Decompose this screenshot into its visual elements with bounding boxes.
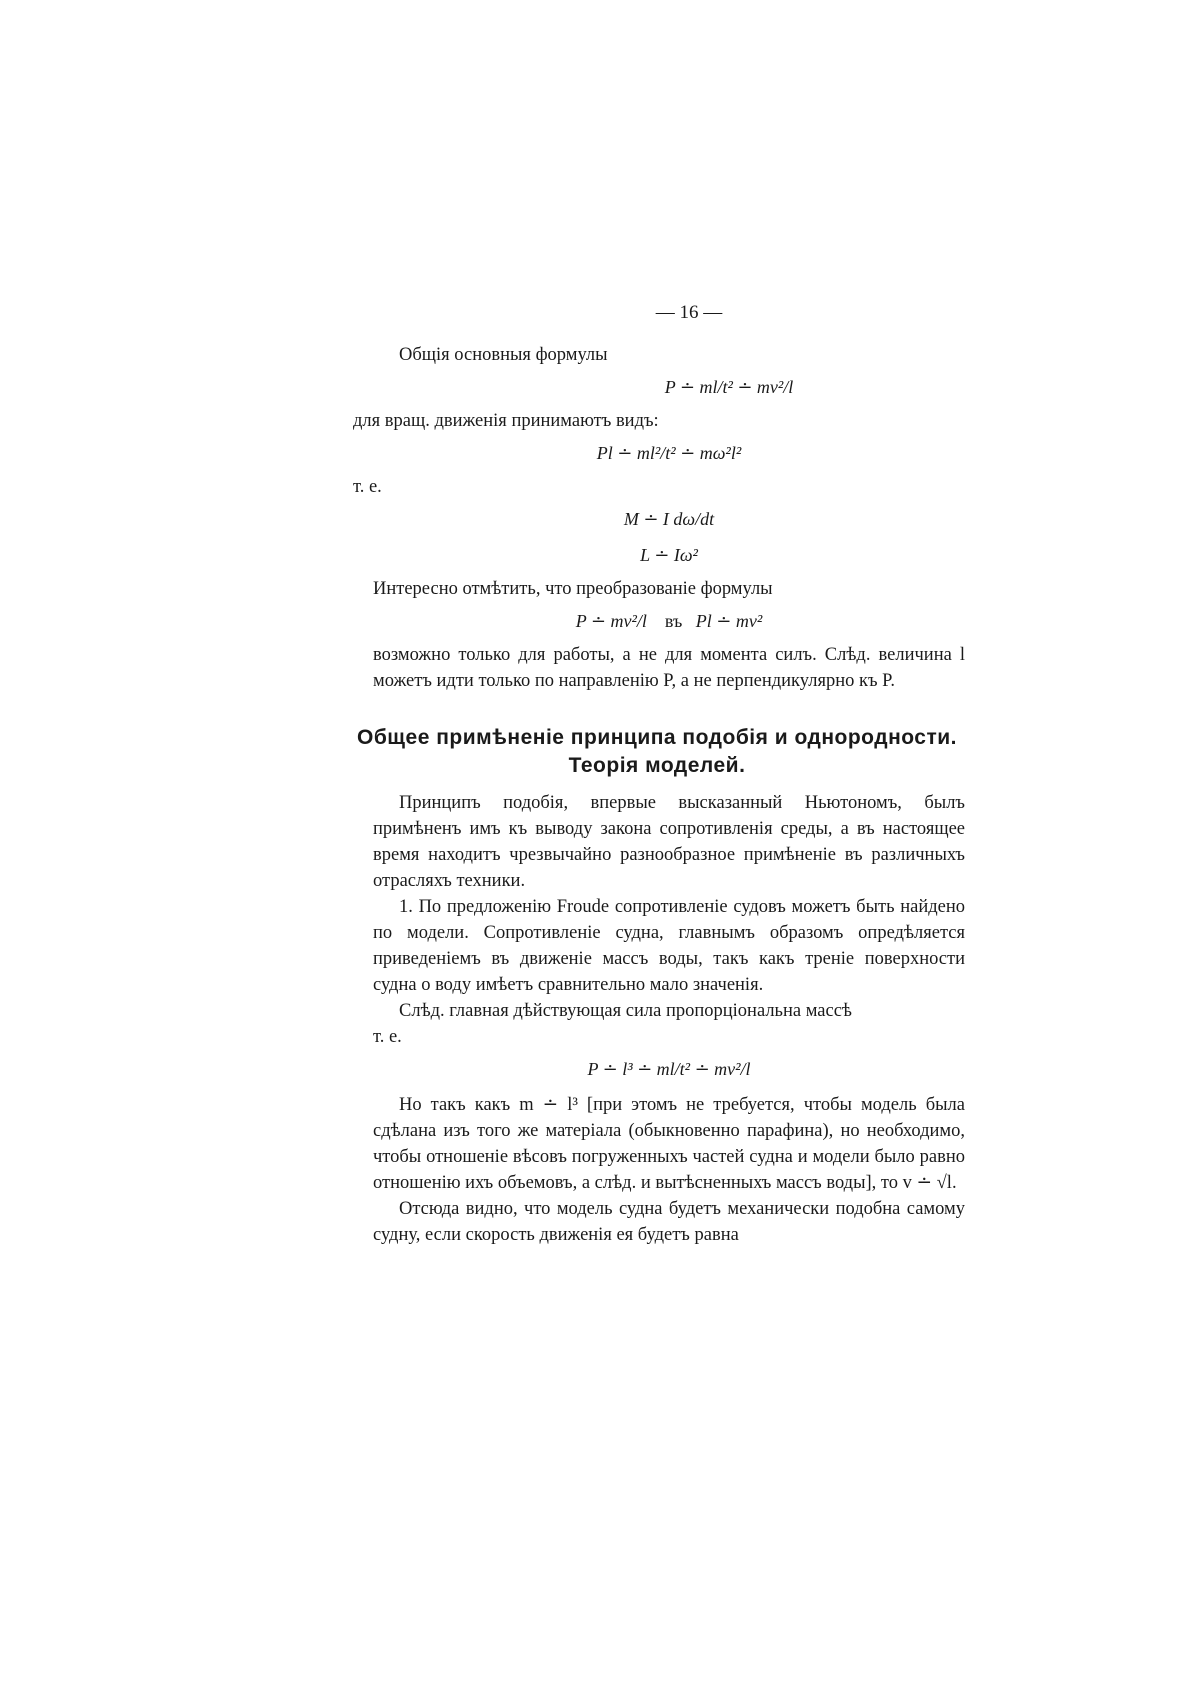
page-number: — 16 — [655, 302, 723, 323]
formula-energy: L ∸ Iω² [640, 545, 698, 565]
paragraph-froude: 1. По предложенію Froude сопротивленіе судовъ можетъ быть найдено по модели. Сопротивленіе судна, главнымъ образомъ опредѣляется приведеніемъ въ движеніе массъ воды, такъ какъ треніе поверхности судна о воду имѣетъ сравнительно мало значенія. [373, 897, 965, 995]
paragraph-principle: Принципъ подобія, впервые высказанный Ньютономъ, былъ примѣненъ имъ къ выводу закона сопротивленія среды, а въ настоящее время находитъ чрезвычайно разнообразное примѣненіе въ различныхъ отрасляхъ техники. [373, 793, 965, 891]
formula-force: P ∸ ml/t² ∸ mv²/l [664, 377, 794, 397]
intro-text: Общія основныя формулы [399, 345, 608, 365]
paragraph-force-mass: Слѣд. главная дѣйствующая сила пропорціональна массѣ [399, 1001, 852, 1021]
formula-transform-a: P ∸ mv²/l [575, 611, 647, 631]
te-label-1: т. е. [353, 477, 382, 497]
rotation-text: для вращ. движенія принимаютъ видъ: [353, 411, 659, 431]
interesting-text: Интересно отмѣтить, что преобразованіе формулы [373, 579, 773, 599]
te-label-2: т. е. [373, 1027, 402, 1047]
paragraph-model: Отсюда видно, что модель судна будетъ механически подобна самому судну, если скорость движенія ея будетъ равна [373, 1199, 965, 1245]
paragraph-mass: Но такъ какъ m ∸ l³ [при этомъ не требуется, чтобы модель была сдѣлана изъ того же матеріала (обыкновенно парафина), но необходимо, чтобы отношеніе вѣсовъ погруженныхъ частей судна и модели было равно отношенію ихъ объемовъ, а слѣд. и вытѣсненныхъ массъ воды], то v ∸ √l. [373, 1095, 965, 1193]
formula-transform-b: Pl ∸ mv² [695, 611, 763, 631]
formula-rotation: Pl ∸ ml²/t² ∸ mω²l² [596, 443, 742, 463]
formula-moment: M ∸ I dω/dt [623, 509, 715, 529]
section-heading: Общее примѣненіе принципа подобія и однородности. Теорія моделей. [356, 726, 958, 777]
page [353, 300, 965, 1248]
paragraph-work: возможно только для работы, а не для момента силъ. Слѣд. величина l можетъ идти только по направленію P, а не перпендикулярно къ P. [373, 645, 965, 691]
formula-transform-word: въ [664, 611, 683, 631]
formula-ship: P ∸ l³ ∸ ml/t² ∸ mv²/l [587, 1059, 751, 1079]
formula-transform [373, 606, 965, 636]
